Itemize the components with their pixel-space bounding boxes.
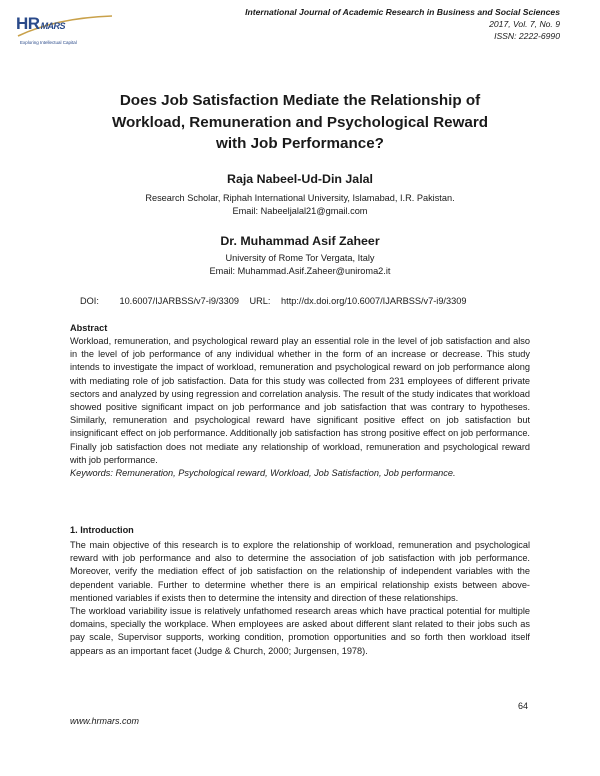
- author-email: Email: Muhammad.Asif.Zaheer@uniroma2.it: [209, 266, 391, 276]
- author-email: Email: Nabeeljalal21@gmail.com: [232, 206, 368, 216]
- page-number: 64: [517, 701, 528, 711]
- title-line: Workload, Remuneration and Psychological Reward: [111, 113, 489, 131]
- title-line: with Job Performance?: [216, 135, 384, 152]
- doi-line: [80, 296, 470, 306]
- journal-name: International Journal of Academic Research in Business and Social Sciences: [245, 7, 560, 17]
- author-block: [60, 172, 540, 218]
- author-name: Dr. Muhammad Asif Zaheer: [220, 234, 380, 248]
- logo-brand-sub: MARS: [40, 21, 66, 31]
- footer-url[interactable]: www.hrmars.com: [70, 716, 140, 726]
- introduction-heading: 1. Introduction: [70, 525, 134, 535]
- keywords: Keywords: Remuneration, Psychological reward, Workload, Job Satisfaction, Job performance.: [70, 468, 456, 479]
- intro-paragraph: The workload variability issue is relatively unfathomed research areas which have practical potential for multiple domains, specially the workplace. When employees are asked about different slant related to their jobs such as pay scale, Supervisor supports, working condition, promotion opportunities and so forth then workload itself appears as an important facet (Judge & Church, 2000; Jurgensen, 1978).: [70, 606, 530, 656]
- journal-header: [245, 6, 560, 42]
- journal-issue: 2017, Vol. 7, No. 9: [489, 19, 560, 29]
- author-affiliation: University of Rome Tor Vergata, Italy: [225, 253, 375, 263]
- author-affiliation: Research Scholar, Riphah International University, Islamabad, I.R. Pakistan.: [145, 193, 455, 203]
- paper-title: [70, 90, 530, 155]
- author-block: [60, 234, 540, 278]
- url-value[interactable]: http://dx.doi.org/10.6007/IJARBSS/v7-i9/3309: [281, 296, 467, 306]
- abstract-text: Workload, remuneration, and psychological reward play an essential role in the level of job satisfaction and also in the level of job performance of any individual whether in the form of an increase or decrease. This study intends to investigate the impact of workload, remuneration and psychological reward on job performance along with mediating role of job satisfaction. Data for this study was collected from 231 employees of different private sectors and analyzed by using regression and correlation analysis. The result of the study indicates that workload showed positive significant impact on job performance and job satisfaction that was contrary to hypotheses. Similarly, remuneration and psychological reward have significant positive effect on job satisfaction but insignificant effect on job performance. Additionally job satisfaction has strong positive effect on job performance. Finally job satisfaction does not mediate any relationship of workload, remuneration and psychological reward with job performance.: [70, 336, 530, 465]
- logo-tagline: Exploring Intellectual Capital: [20, 40, 77, 45]
- author-name: Raja Nabeel-Ud-Din Jalal: [227, 172, 373, 186]
- hrmars-logo: [16, 12, 114, 56]
- journal-issn: ISSN: 2222-6990: [494, 31, 560, 41]
- title-line: Does Job Satisfaction Mediate the Relationship of: [119, 92, 481, 109]
- abstract-heading: Abstract: [70, 323, 108, 333]
- abstract-section: [70, 322, 530, 480]
- logo-brand-main: HR: [16, 14, 40, 33]
- intro-paragraph: The main objective of this research is to explore the relationship of workload, remuneration and psychological reward with job performance and also to determine the association of job satisfaction with job performance. Moreover, verify the mediation effect of job satisfaction on the relationship of independent variables with the dependent variable. Further to determine whether there is an empirical relationship exists between above-mentioned variables if exists then to determine the intensity and direction of these relationships.: [70, 540, 530, 603]
- url-label: URL:: [249, 296, 271, 306]
- introduction-section: [70, 524, 530, 658]
- logo-brand: [16, 14, 65, 34]
- doi-value[interactable]: 10.6007/IJARBSS/v7-i9/3309: [119, 296, 239, 306]
- doi-label: DOI:: [80, 296, 99, 306]
